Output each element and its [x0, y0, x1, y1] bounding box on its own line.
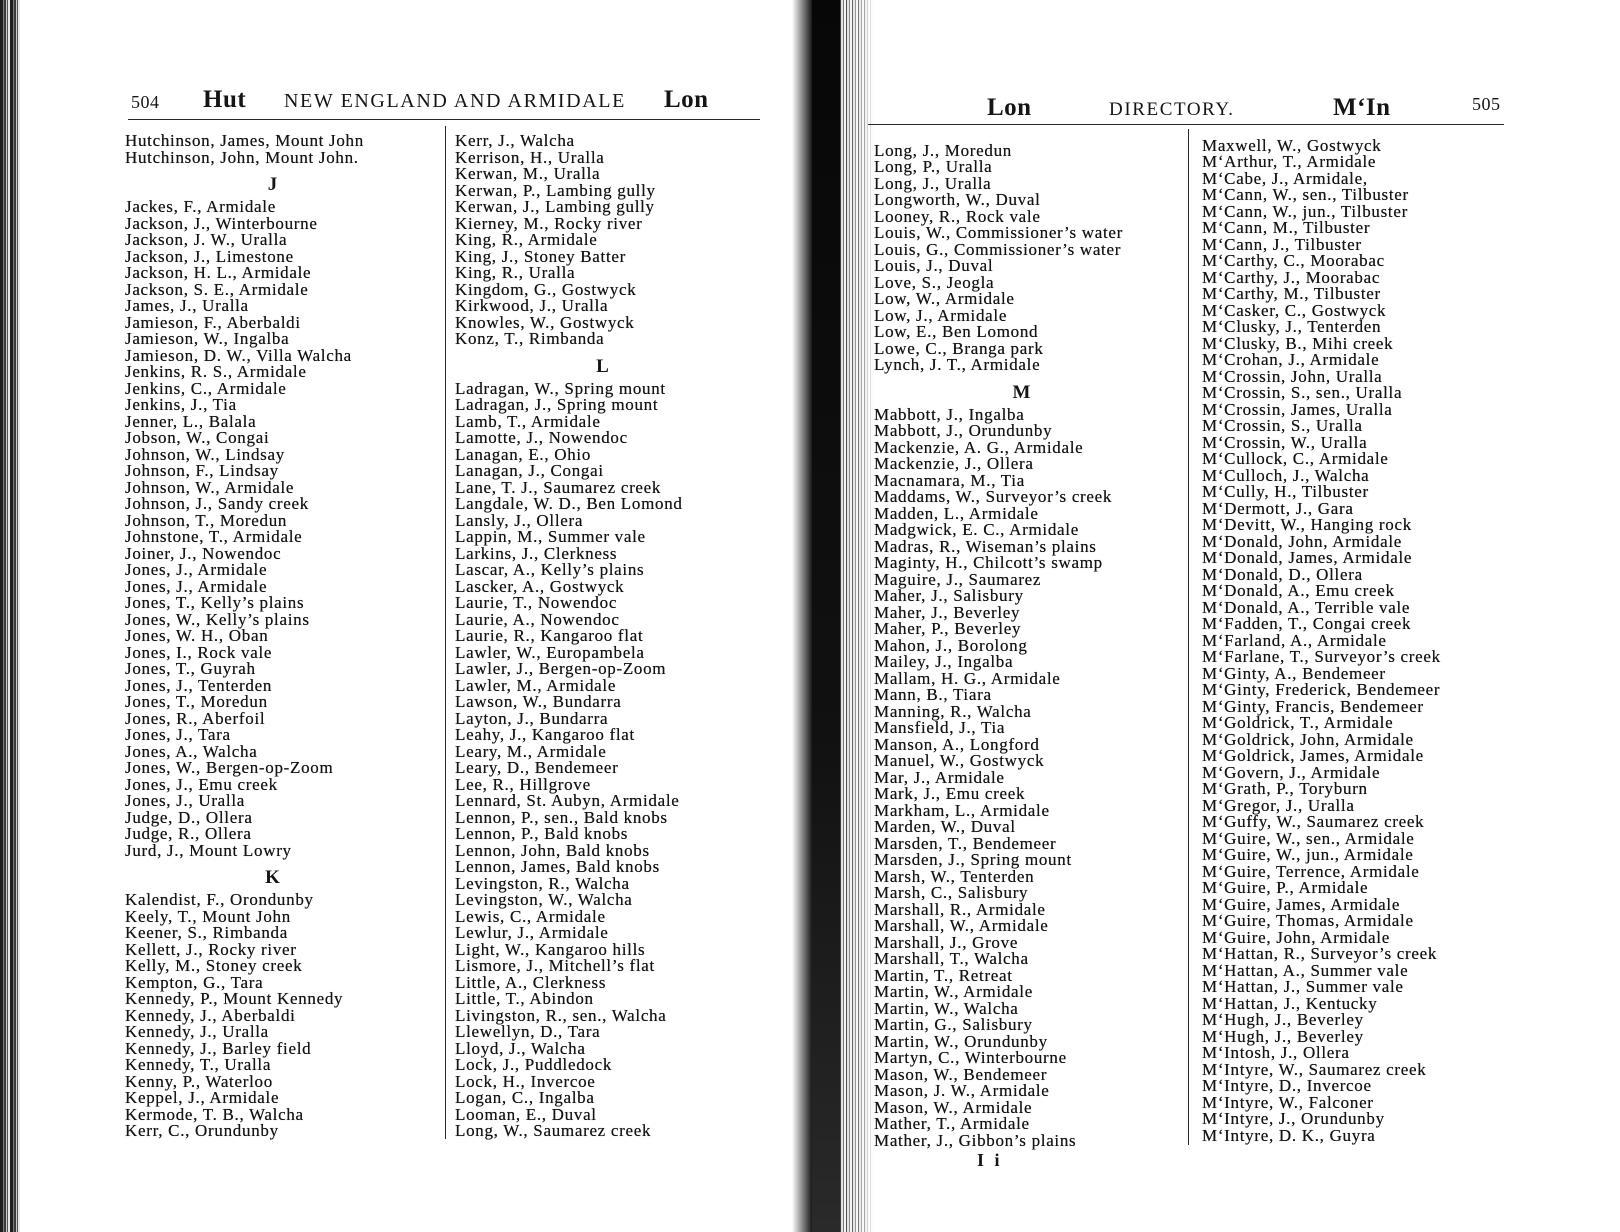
directory-entry: Mason, W., Bendemeer [874, 1064, 1048, 1084]
directory-entry: Judge, D., Ollera [125, 807, 253, 827]
directory-entry: Jones, J., Uralla [125, 791, 246, 810]
directory-entry: Kierney, M., Rocky river [455, 213, 643, 233]
directory-entry: Mailey, J., Ingalba [874, 652, 1014, 672]
directory-entry: Jackson, J. W., Uralla [125, 230, 288, 249]
directory-entry: Kennedy, T., Uralla [125, 1055, 272, 1074]
directory-entry: Jones, W., Kelly’s plains [125, 609, 310, 629]
directory-entry: Llewellyn, D., Tara [455, 1022, 601, 1041]
directory-entry: Laurie, A., Nowendoc [455, 609, 620, 629]
directory-entry: Madgwick, E. C., Armidale [874, 520, 1079, 540]
directory-entry: Jobson, W., Congai [125, 428, 270, 447]
directory-entry: M‘Intyre, W., Falconer [1202, 1092, 1374, 1112]
directory-entry: Lamotte, J., Nowendoc [455, 428, 628, 447]
directory-entry: Maguire, J., Saumarez [874, 569, 1042, 589]
directory-entry: M‘Crossin, John, Uralla [1202, 366, 1383, 386]
directory-entry: Kalendist, F., Orondunby [125, 890, 314, 909]
directory-entry: M‘Dermott, J., Gara [1202, 498, 1354, 518]
directory-entry: Jones, J., Emu creek [125, 774, 278, 794]
directory-entry: Martyn, C., Winterbourne [874, 1048, 1067, 1068]
directory-entry: Mather, J., Gibbon’s plains [874, 1130, 1077, 1150]
directory-entry: Mason, J. W., Armidale [874, 1081, 1050, 1101]
directory-entry: Kirkwood, J., Uralla [455, 296, 609, 315]
directory-entry: M‘Donald, A., Terrible vale [1202, 597, 1411, 617]
directory-entry: Jackson, H. L., Armidale [125, 263, 312, 282]
directory-entry: Marsden, J., Spring mount [874, 850, 1072, 870]
header-rule [868, 124, 1504, 125]
directory-entry: Madras, R., Wiseman’s plains [874, 536, 1097, 556]
running-title: NEW ENGLAND AND ARMIDALE [284, 90, 626, 112]
directory-entry: Markham, L., Armidale [874, 800, 1050, 820]
directory-entry: Logan, C., Ingalba [455, 1088, 595, 1107]
directory-entry: M‘Donald, James, Armidale [1202, 548, 1413, 567]
directory-entry: Lappin, M., Summer vale [455, 527, 646, 546]
directory-entry: M‘Grath, P., Toryburn [1202, 779, 1368, 798]
directory-entry: Ladragan, J., Spring mount [455, 395, 659, 414]
directory-entry: Lloyd, J., Walcha [455, 1038, 586, 1058]
directory-entry: M‘Intyre, W., Saumarez creek [1202, 1059, 1427, 1079]
directory-entry: Leary, M., Armidale [455, 741, 607, 761]
directory-entry: Mar, J., Armidale [874, 767, 1005, 787]
directory-entry: King, R., Uralla [455, 263, 576, 282]
directory-entry: Jenkins, C., Armidale [125, 378, 287, 398]
directory-entry: Jones, I., Rock vale [125, 642, 273, 662]
directory-entry: Jamieson, W., Ingalba [125, 329, 290, 348]
directory-entry: M‘Cann, J., Tilbuster [1202, 234, 1362, 254]
directory-entry: M‘Donald, A., Emu creek [1202, 581, 1395, 600]
directory-entry: M‘Crossin, S., Uralla [1202, 416, 1363, 435]
directory-entry: Keppel, J., Armidale [125, 1088, 280, 1107]
directory-entry: Kenny, P., Waterloo [125, 1071, 273, 1091]
directory-entry: Lock, H., Invercoe [455, 1071, 596, 1091]
directory-column [874, 140, 1169, 1150]
directory-entry: Jones, J., Tara [125, 725, 231, 744]
directory-entry: M‘Cann, W., sen., Tilbuster [1202, 185, 1409, 204]
section-letter: L [596, 355, 609, 377]
directory-entry: Louis, G., Commissioner’s water [874, 239, 1122, 259]
directory-entry: M‘Govern, J., Armidale [1202, 762, 1381, 782]
directory-entry: Low, E., Ben Lomond [874, 322, 1039, 342]
directory-entry: Mahon, J., Borolong [874, 635, 1028, 655]
directory-entry: Jones, W. H., Oban [125, 626, 269, 645]
directory-entry: M‘Intyre, J., Orundunby [1202, 1109, 1385, 1128]
directory-column [455, 133, 750, 1140]
directory-entry: Long, P., Uralla [874, 157, 993, 177]
directory-entry: M‘Farland, A., Armidale [1202, 630, 1387, 650]
directory-entry: M‘Donald, D., Ollera [1202, 564, 1363, 584]
directory-entry: M‘Cann, M., Tilbuster [1202, 218, 1371, 237]
directory-entry: M‘Hugh, J., Beverley [1202, 1010, 1364, 1029]
directory-entry: Hutchinson, John, Mount John. [125, 147, 359, 167]
directory-entry: Jackson, J., Limestone [125, 246, 294, 266]
directory-entry: Marsh, C., Salisbury [874, 883, 1029, 903]
directory-entry: Looney, R., Rock vale [874, 206, 1041, 226]
directory-entry: Looman, E., Duval [455, 1104, 597, 1124]
directory-entry: Little, T., Abindon [455, 989, 594, 1008]
directory-entry: Laurie, R., Kangaroo flat [455, 626, 644, 645]
directory-entry: Layton, J., Bundarra [455, 708, 609, 728]
directory-entry: Longworth, W., Duval [874, 190, 1041, 210]
directory-entry: Johnson, T., Moredun [125, 510, 288, 530]
directory-entry: Macnamara, M., Tia [874, 470, 1025, 490]
directory-entry: Lascar, A., Kelly’s plains [455, 560, 645, 579]
directory-entry: Lamb, T., Armidale [455, 411, 601, 431]
directory-entry: Lennon, John, Bald knobs [455, 840, 650, 860]
directory-entry: Lane, T. J., Saumarez creek [455, 477, 662, 497]
directory-entry: Jones, T., Guyrah [125, 659, 256, 678]
directory-entry: Maher, P., Beverley [874, 619, 1022, 639]
directory-entry: Lennard, St. Aubyn, Armidale [455, 791, 680, 810]
directory-entry: Jones, T., Kelly’s plains [125, 593, 305, 612]
directory-entry: M‘Carthy, J., Moorabac [1202, 267, 1381, 287]
directory-entry: Lanagan, E., Ohio [455, 444, 592, 464]
directory-entry: Marshall, W., Armidale [874, 916, 1049, 936]
directory-entry: M‘Guire, W., jun., Armidale [1202, 845, 1414, 864]
directory-entry: M‘Guire, W., sen., Armidale [1202, 828, 1415, 848]
directory-entry: M‘Carthy, M., Tilbuster [1202, 284, 1381, 303]
directory-entry: M‘Guire, James, Armidale [1202, 894, 1401, 914]
running-head-first: Lon [987, 94, 1032, 121]
directory-entry: Jamieson, F., Aberbaldi [125, 312, 301, 332]
directory-entry: Low, J., Armidale [874, 305, 1008, 325]
directory-entry: Marshall, J., Grove [874, 932, 1019, 952]
directory-entry: Lawson, W., Bundarra [455, 692, 622, 711]
directory-entry: M‘Arthur, T., Armidale [1202, 152, 1377, 171]
directory-entry: Lynch, J. T., Armidale [874, 355, 1041, 375]
directory-entry: Lansly, J., Ollera [455, 510, 584, 530]
directory-entry: Jones, T., Moredun [125, 692, 268, 711]
directory-entry: Lewlur, J., Armidale [455, 923, 609, 942]
directory-entry: M‘Intyre, D., Invercoe [1202, 1076, 1372, 1095]
directory-entry: Kerwan, J., Lambing gully [455, 197, 655, 216]
directory-entry: Jackson, S. E., Armidale [125, 279, 309, 299]
directory-entry: Jones, J., Armidale [125, 576, 268, 596]
directory-entry: Leary, D., Bendemeer [455, 758, 619, 777]
directory-entry: M‘Intosh, J., Ollera [1202, 1043, 1350, 1062]
directory-entry: Martin, G., Salisbury [874, 1015, 1033, 1035]
directory-entry: Martin, W., Armidale [874, 982, 1033, 1002]
column-rule [1188, 129, 1189, 1145]
directory-entry: Long, J., Uralla [874, 173, 992, 193]
running-head-first: Hut [203, 86, 247, 113]
directory-entry: Jones, R., Aberfoil [125, 708, 266, 728]
directory-entry: Maddams, W., Surveyor’s creek [874, 487, 1113, 507]
directory-entry: Livingston, R., sen., Walcha [455, 1005, 667, 1025]
directory-entry: Maginty, H., Chilcott’s swamp [874, 553, 1103, 573]
directory-entry: M‘Cann, W., jun., Tilbuster [1202, 201, 1408, 221]
directory-entry: M‘Guffy, W., Saumarez creek [1202, 812, 1425, 831]
directory-entry: Louis, W., Commissioner’s water [874, 223, 1123, 243]
directory-entry: Lee, R., Hillgrove [455, 774, 591, 794]
directory-entry: M‘Ginty, A., Bendemeer [1202, 663, 1386, 683]
directory-entry: Larkins, J., Clerkness [455, 543, 618, 563]
directory-entry: Mansfield, J., Tia [874, 718, 1006, 738]
directory-entry: Lowe, C., Branga park [874, 338, 1044, 358]
directory-entry: Kerwan, M., Uralla [455, 164, 601, 183]
directory-entry: Joiner, J., Nowendoc [125, 543, 282, 563]
running-head-last: Lon [664, 86, 709, 113]
directory-entry: Lismore, J., Mitchell’s flat [455, 956, 655, 975]
directory-entry: Kennedy, P., Mount Kennedy [125, 989, 344, 1008]
page-number: 504 [131, 92, 160, 112]
directory-entry: Kennedy, J., Aberbaldi [125, 1005, 296, 1025]
directory-entry: Kerwan, P., Lambing gully [455, 180, 656, 200]
directory-entry: Konz, T., Rimbanda [455, 329, 605, 348]
running-head-last: M‘In [1333, 94, 1391, 121]
directory-entry: Judge, R., Ollera [125, 824, 252, 843]
directory-entry: Mather, T., Armidale [874, 1114, 1030, 1134]
directory-entry: Kelly, M., Stoney creek [125, 956, 303, 975]
directory-entry: Jackes, F., Armidale [125, 197, 276, 216]
directory-entry: Marshall, R., Armidale [874, 899, 1046, 919]
directory-entry: Light, W., Kangaroo hills [455, 939, 646, 959]
directory-entry: Marshall, T., Walcha [874, 949, 1029, 969]
directory-entry: Kennedy, J., Uralla [125, 1022, 269, 1041]
directory-entry: Maher, J., Beverley [874, 602, 1021, 622]
header-rule [128, 119, 760, 120]
directory-entry: M‘Crossin, James, Uralla [1202, 399, 1393, 419]
directory-entry: Lock, J., Puddledock [455, 1055, 613, 1074]
directory-entry: Lennon, P., Bald knobs [455, 824, 629, 843]
directory-entry: Low, W., Armidale [874, 289, 1015, 309]
directory-entry: Johnson, W., Lindsay [125, 444, 285, 464]
directory-entry: Mabbott, J., Ingalba [874, 404, 1025, 424]
directory-entry: Long, J., Moredun [874, 140, 1012, 160]
directory-entry: M‘Guire, John, Armidale [1202, 927, 1390, 947]
directory-entry: M‘Crossin, S., sen., Uralla [1202, 383, 1403, 402]
directory-entry: M‘Gregor, J., Uralla [1202, 795, 1355, 815]
directory-column [1202, 135, 1497, 1145]
directory-entry: Jenkins, R. S., Armidale [125, 362, 307, 381]
directory-entry: Love, S., Jeogla [874, 272, 995, 292]
directory-entry: Hutchinson, James, Mount John [125, 131, 364, 150]
gutter-shadow [812, 0, 840, 1232]
directory-entry: M‘Cully, H., Tilbuster [1202, 482, 1369, 501]
directory-entry: M‘Cullock, C., Armidale [1202, 449, 1389, 468]
directory-entry: M‘Devitt, W., Hanging rock [1202, 515, 1412, 534]
directory-entry: Johnstone, T., Armidale [125, 527, 303, 546]
directory-entry: M‘Ginty, Francis, Bendemeer [1202, 696, 1424, 716]
directory-entry: Marsden, T., Bendemeer [874, 833, 1057, 853]
directory-entry: Long, W., Saumarez creek [455, 1121, 652, 1140]
directory-entry: Johnson, W., Armidale [125, 477, 295, 497]
directory-entry: King, R., Armidale [455, 230, 598, 249]
directory-entry: M‘Hattan, J., Kentucky [1202, 993, 1378, 1013]
directory-entry: Little, A., Clerkness [455, 972, 607, 992]
directory-entry: Louis, J., Duval [874, 256, 994, 276]
directory-entry: Kermode, T. B., Walcha [125, 1104, 304, 1124]
directory-entry: M‘Donald, John, Armidale [1202, 531, 1402, 551]
section-letter: M [1012, 381, 1031, 403]
directory-entry: Mabbott, J., Orundunby [874, 421, 1053, 441]
directory-entry: M‘Goldrick, T., Armidale [1202, 713, 1394, 732]
directory-entry: Maxwell, W., Gostwyck [1202, 135, 1382, 155]
directory-entry: M‘Crossin, W., Uralla [1202, 432, 1368, 452]
directory-entry: Jackson, J., Winterbourne [125, 213, 318, 233]
directory-entry: Manson, A., Longford [874, 734, 1040, 754]
directory-entry: Mallam, H. G., Armidale [874, 668, 1061, 688]
directory-entry: Manuel, W., Gostwyck [874, 751, 1045, 771]
directory-entry: M‘Goldrick, James, Armidale [1202, 746, 1424, 765]
directory-entry: M‘Hattan, J., Summer vale [1202, 977, 1404, 996]
directory-entry: Lawler, W., Europambela [455, 642, 645, 662]
directory-entry: M‘Fadden, T., Congai creek [1202, 614, 1412, 633]
directory-entry: Johnson, J., Sandy creek [125, 494, 309, 513]
directory-entry: Lawler, J., Bergen-op-Zoom [455, 659, 667, 678]
directory-entry: Kellett, J., Rocky river [125, 939, 297, 959]
directory-entry: Jones, J., Armidale [125, 560, 268, 579]
signature-mark: I i [977, 1150, 1003, 1170]
directory-entry: M‘Hugh, J., Beverley [1202, 1026, 1364, 1046]
directory-entry: M‘Hattan, R., Surveyor’s creek [1202, 944, 1438, 963]
gutter-shadow [840, 0, 874, 1232]
directory-entry: Ladragan, W., Spring mount [455, 378, 666, 398]
directory-entry: Lennon, P., sen., Bald knobs [455, 807, 668, 827]
directory-entry: Jurd, J., Mount Lowry [125, 840, 292, 860]
directory-entry: M‘Intyre, D. K., Guyra [1202, 1125, 1376, 1145]
directory-entry: Lanagan, J., Congai [455, 461, 604, 480]
directory-entry: Martin, W., Orundunby [874, 1031, 1048, 1051]
directory-entry: M‘Guire, Terrence, Armidale [1202, 861, 1420, 881]
directory-entry: Knowles, W., Gostwyck [455, 312, 635, 332]
directory-entry: M‘Hattan, A., Summer vale [1202, 960, 1409, 980]
running-title: DIRECTORY. [1109, 99, 1235, 120]
directory-entry: M‘Crohan, J., Armidale [1202, 350, 1380, 369]
directory-entry: Mason, W., Armidale [874, 1097, 1033, 1117]
directory-entry: M‘Guire, Thomas, Armidale [1202, 911, 1414, 930]
directory-entry: Mark, J., Emu creek [874, 784, 1026, 804]
directory-entry: Martin, W., Walcha [874, 998, 1019, 1018]
directory-entry: Mackenzie, A. G., Armidale [874, 437, 1084, 457]
directory-entry: Laurie, T., Nowendoc [455, 593, 618, 612]
directory-entry: M‘Ginty, Frederick, Bendemeer [1202, 680, 1441, 699]
directory-entry: Lascker, A., Gostwyck [455, 576, 625, 596]
directory-entry: Mackenzie, J., Ollera [874, 454, 1034, 474]
directory-entry: James, J., Uralla [125, 296, 249, 315]
directory-entry: Kennedy, J., Barley field [125, 1038, 312, 1058]
directory-entry: Kerrison, H., Uralla [455, 147, 605, 167]
directory-entry: Leahy, J., Kangaroo flat [455, 725, 635, 744]
directory-entry: Jones, A., Walcha [125, 741, 258, 761]
directory-entry: Lewis, C., Armidale [455, 906, 606, 926]
directory-entry: Johnson, F., Lindsay [125, 461, 279, 480]
gutter-shadow [792, 0, 812, 1232]
directory-entry: Kerr, C., Orundunby [125, 1121, 279, 1140]
directory-column [125, 133, 420, 1140]
directory-entry: M‘Clusky, B., Mihi creek [1202, 333, 1394, 353]
directory-entry: Langdale, W. D., Ben Lomond [455, 494, 683, 513]
section-letter: J [267, 174, 278, 195]
directory-entry: Kempton, G., Tara [125, 972, 264, 992]
directory-entry: Jenkins, J., Tia [125, 395, 237, 414]
directory-entry: M‘Guire, P., Armidale [1202, 878, 1369, 897]
directory-entry: Madden, L., Armidale [874, 503, 1039, 523]
directory-entry: M‘Cabe, J., Armidale, [1202, 168, 1368, 188]
directory-entry: M‘Clusky, J., Tenterden [1202, 317, 1382, 336]
directory-entry: M‘Carthy, C., Moorabac [1202, 251, 1385, 270]
directory-entry: Marsh, W., Tenterden [874, 866, 1035, 886]
directory-entry: Manning, R., Walcha [874, 701, 1032, 721]
directory-entry: Mann, B., Tiara [874, 685, 992, 705]
directory-entry: Lennon, James, Bald knobs [455, 857, 660, 876]
directory-entry: Kerr, J., Walcha [455, 131, 575, 150]
directory-entry: Lawler, M., Armidale [455, 675, 617, 695]
section-letter: K [265, 867, 280, 888]
page-edge-shadow [0, 0, 20, 1232]
directory-entry: Jenner, L., Balala [125, 411, 257, 431]
directory-entry: King, J., Stoney Batter [455, 246, 626, 266]
directory-entry: Levingston, R., Walcha [455, 873, 630, 893]
directory-entry: Jones, W., Bergen-op-Zoom [125, 758, 334, 777]
page-number: 505 [1472, 94, 1501, 114]
directory-entry: Jamieson, D. W., Villa Walcha [125, 345, 352, 365]
directory-entry: M‘Casker, C., Gostwyck [1202, 300, 1387, 320]
directory-entry: Maher, J., Salisbury [874, 586, 1024, 606]
directory-entry: Levingston, W., Walcha [455, 890, 633, 909]
directory-entry: Keener, S., Rimbanda [125, 923, 288, 942]
directory-entry: Marden, W., Duval [874, 817, 1016, 837]
directory-entry: Jones, J., Tenterden [125, 675, 273, 695]
directory-entry: M‘Culloch, J., Walcha [1202, 465, 1370, 485]
directory-entry: Kingdom, G., Gostwyck [455, 279, 637, 299]
directory-entry: Keely, T., Mount John [125, 906, 291, 926]
directory-entry: M‘Farlane, T., Surveyor’s creek [1202, 647, 1441, 666]
column-rule [445, 126, 446, 1139]
directory-entry: Martin, T., Retreat [874, 965, 1013, 985]
directory-entry: M‘Goldrick, John, Armidale [1202, 729, 1414, 749]
